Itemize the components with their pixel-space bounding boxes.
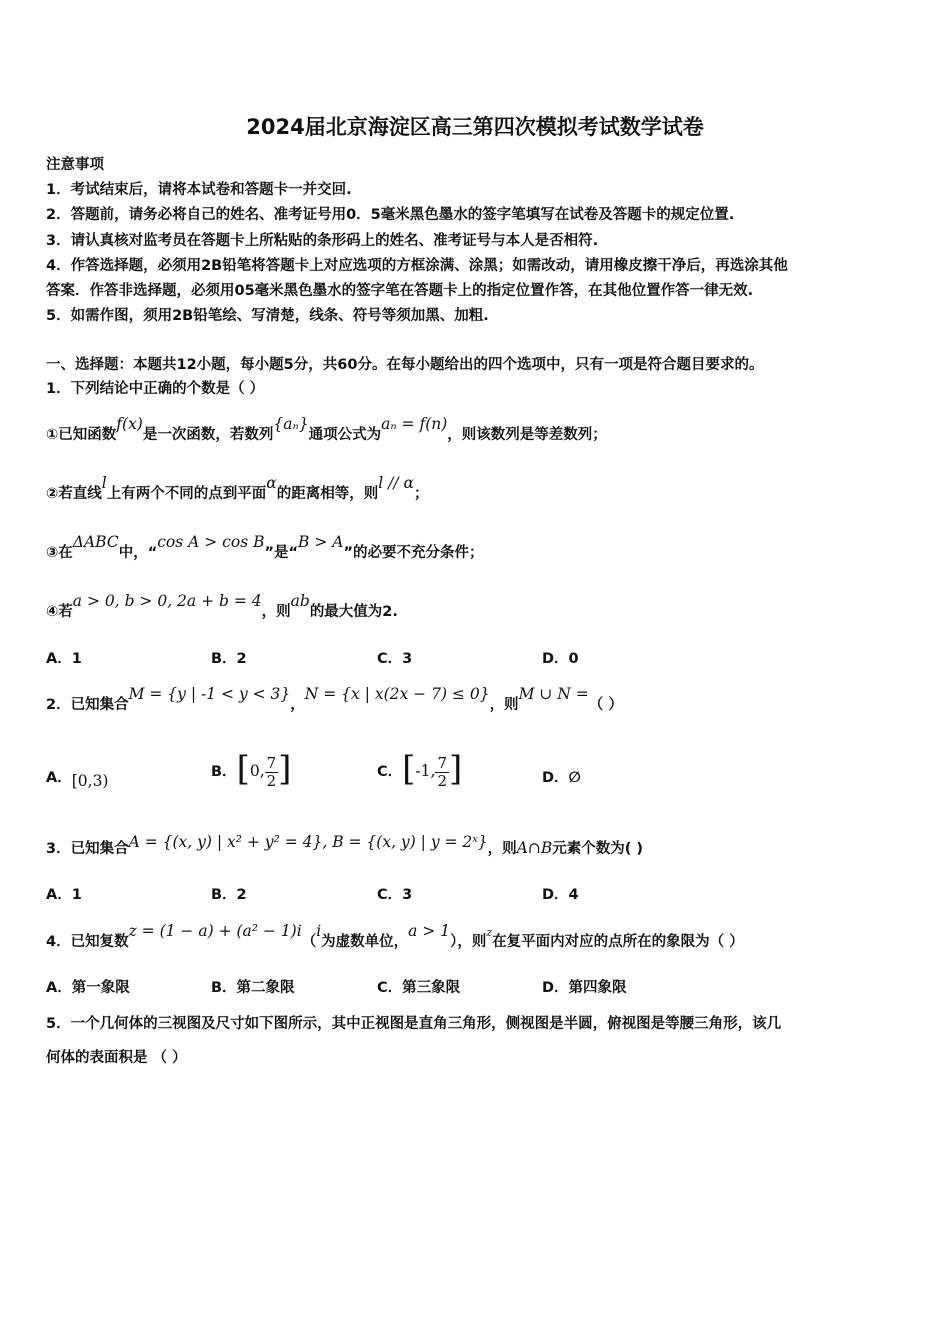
q4-math-i: i: [316, 922, 322, 940]
q2-comma: ，: [290, 697, 305, 713]
q1-s2-text-d: ；: [413, 486, 429, 502]
q2-option-b-fraction: [265, 755, 279, 790]
q2-option-c-rbracket: ]: [449, 749, 463, 789]
q2-option-b-left: 0,: [249, 762, 265, 780]
q5-stem-line-1: 5．一个几何体的三视图及尺寸如下图所示，其中正视图是直角三角形，侧视图是半圆，俯视图是等腰三角形，该几: [46, 1016, 782, 1032]
q2-math-union: M ∪ N =: [518, 685, 589, 703]
q2-option-a: [46, 766, 109, 790]
q1-s2-math-l: l: [101, 474, 107, 492]
q1-option-b: B．2: [211, 651, 247, 667]
q2-option-b-lbracket: [: [236, 749, 250, 789]
q3-text-c: 元素个数为( ): [552, 841, 644, 857]
q3-option-b: B．2: [211, 887, 247, 903]
notice-item-4-cont: 答案．作答非选择题，必须用05毫米黑色墨水的签字笔在答题卡上的指定位置作答，在其他位置作答一律无效.: [46, 283, 754, 299]
q4-text-e: 在复平面内对应的点所在的象限为（ ）: [492, 934, 744, 950]
q2-math-n: N = {x | x(2x − 7) ≤ 0}: [304, 685, 490, 703]
q3-option-c: C．3: [377, 887, 413, 903]
q4-math-z2: z: [486, 926, 493, 939]
q2-option-d: D．∅: [542, 770, 581, 786]
q1-statement-4: [46, 592, 398, 621]
q1-s1-text-a: ①已知函数: [46, 427, 117, 443]
q1-s3-math-triangle: ΔABC: [72, 533, 119, 551]
section-heading: 一、选择题：本题共12小题，每小题5分，共60分。在每小题给出的四个选项中，只有一项是符合题目要求的。: [46, 357, 764, 373]
q1-s2-text-a: ②若直线: [46, 486, 102, 502]
notice-heading: 注意事项: [46, 157, 104, 173]
q4-option-a: A．第一象限: [46, 980, 130, 996]
q2-option-c-lbracket: [: [402, 749, 416, 789]
q2-option-c-left: -1,: [415, 762, 436, 780]
q3-math-intersect: A∩B: [516, 839, 553, 857]
q1-s1-math-formula: aₙ = f(n): [381, 415, 448, 433]
q1-option-c: C．3: [377, 651, 413, 667]
q1-s3-text-b: 中，“: [118, 545, 158, 561]
q1-statement-2: [46, 474, 429, 503]
q4-text-a: 4．已知复数: [46, 934, 129, 950]
q2-option-b-numerator: 7: [266, 753, 277, 772]
page-title: 2024届北京海淀区高三第四次模拟考试数学试卷: [246, 115, 704, 139]
q2-option-a-label: A．: [46, 770, 72, 786]
q1-s4-text-b: ，则: [261, 604, 291, 620]
q2-text-b: ，则: [489, 697, 519, 713]
notice-item-3: 3．请认真核对监考员在答题卡上所粘贴的条形码上的姓名、准考证号与本人是否相符.: [46, 233, 599, 249]
q1-s1-math-an: {aₙ}: [273, 415, 309, 433]
q3-stem: [46, 833, 644, 858]
q1-s1-text-b: 是一次函数，若数列: [142, 427, 274, 443]
q1-s3-text-a: ③在: [46, 545, 73, 561]
q1-s1-text-c: 通项公式为: [308, 427, 382, 443]
q4-option-b: B．第二象限: [211, 980, 295, 996]
q3-text-a: 3．已知集合: [46, 841, 129, 857]
q2-text-a: 2．已知集合: [46, 697, 129, 713]
q3-math-sets: A = {(x, y) | x² + y² = 4}, B = {(x, y) | y = 2ˣ}: [128, 833, 488, 851]
q1-s2-math-alpha: α: [266, 474, 277, 492]
q4-stem: [46, 922, 744, 951]
q4-text-b: （: [301, 934, 317, 950]
q2-text-c: （ ）: [588, 697, 623, 713]
q2-option-b-rbracket: ]: [278, 749, 292, 789]
q1-option-a: A．1: [46, 651, 82, 667]
q2-option-a-math: [0,3): [71, 772, 109, 790]
q2-option-b-denominator: 2: [266, 771, 277, 790]
notice-item-2: 2．答题前，请务必将自己的姓名、准考证号用0．5毫米黑色墨水的签字笔填写在试卷及答题卡的规定位置.: [46, 207, 735, 223]
q1-statement-1: [46, 415, 607, 444]
q2-option-b-label: B．: [211, 764, 237, 780]
q4-text-c: 为虚数单位，: [321, 934, 409, 950]
q2-option-c-label: C．: [377, 764, 403, 780]
q2-stem: [46, 685, 623, 714]
q1-statement-3: [46, 533, 484, 562]
q3-option-a: A．1: [46, 887, 82, 903]
q3-text-b: ，则: [487, 841, 517, 857]
q1-s2-math-parallel: l // α: [378, 474, 414, 492]
q4-math-a: a > 1: [408, 922, 451, 940]
notice-item-1: 1．考试结束后，请将本试卷和答题卡一并交回.: [46, 182, 352, 198]
q2-option-c-denominator: 2: [437, 771, 447, 790]
q2-option-c: [377, 745, 462, 790]
q1-s1-text-d: ，则该数列是等差数列；: [447, 427, 607, 443]
q1-option-d: D．0: [542, 651, 579, 667]
q4-option-c: C．第三象限: [377, 980, 461, 996]
q2-math-m: M = {y | -1 < y < 3}: [128, 685, 291, 703]
q1-s4-math-cond: a > 0, b > 0, 2a + b = 4: [72, 592, 262, 610]
notice-item-5: 5．如需作图，须用2B铅笔绘、写清楚，线条、符号等须加黑、加粗.: [46, 308, 489, 324]
q1-s2-text-c: 的距离相等，则: [276, 486, 379, 502]
q1-stem: 1．下列结论中正确的个数是（ ）: [46, 381, 265, 397]
q2-option-c-numerator: 7: [437, 753, 447, 772]
q4-option-d: D．第四象限: [542, 980, 627, 996]
q2-option-c-fraction: [435, 755, 449, 790]
q3-option-d: D．4: [542, 887, 579, 903]
q1-s4-math-ab: ab: [290, 592, 310, 610]
q5-stem-line-2: 何体的表面积是 （ ）: [46, 1050, 187, 1066]
q1-s3-text-c: ”是“: [264, 545, 299, 561]
q4-math-z: z = (1 − a) + (a² − 1)i: [128, 922, 302, 940]
q1-s2-text-b: 上有两个不同的点到平面: [106, 486, 267, 502]
q1-s4-text-c: 的最大值为2.: [309, 604, 398, 620]
q1-s4-text-a: ④若: [46, 604, 73, 620]
notice-item-4: 4．作答选择题，必须用2B铅笔将答题卡上对应选项的方框涂满、涂黑；如需改动，请用橡皮擦干净后，再选涂其他: [46, 258, 788, 274]
q1-s3-math-ba: B > A: [298, 533, 344, 551]
q1-s3-math-cos: cos A > cos B: [157, 533, 265, 551]
q2-option-b: [211, 745, 291, 790]
q4-text-d: ），则: [450, 934, 487, 950]
q1-s3-text-d: ”的必要不充分条件；: [343, 545, 484, 561]
q1-s1-math-fx: f(x): [116, 415, 143, 433]
